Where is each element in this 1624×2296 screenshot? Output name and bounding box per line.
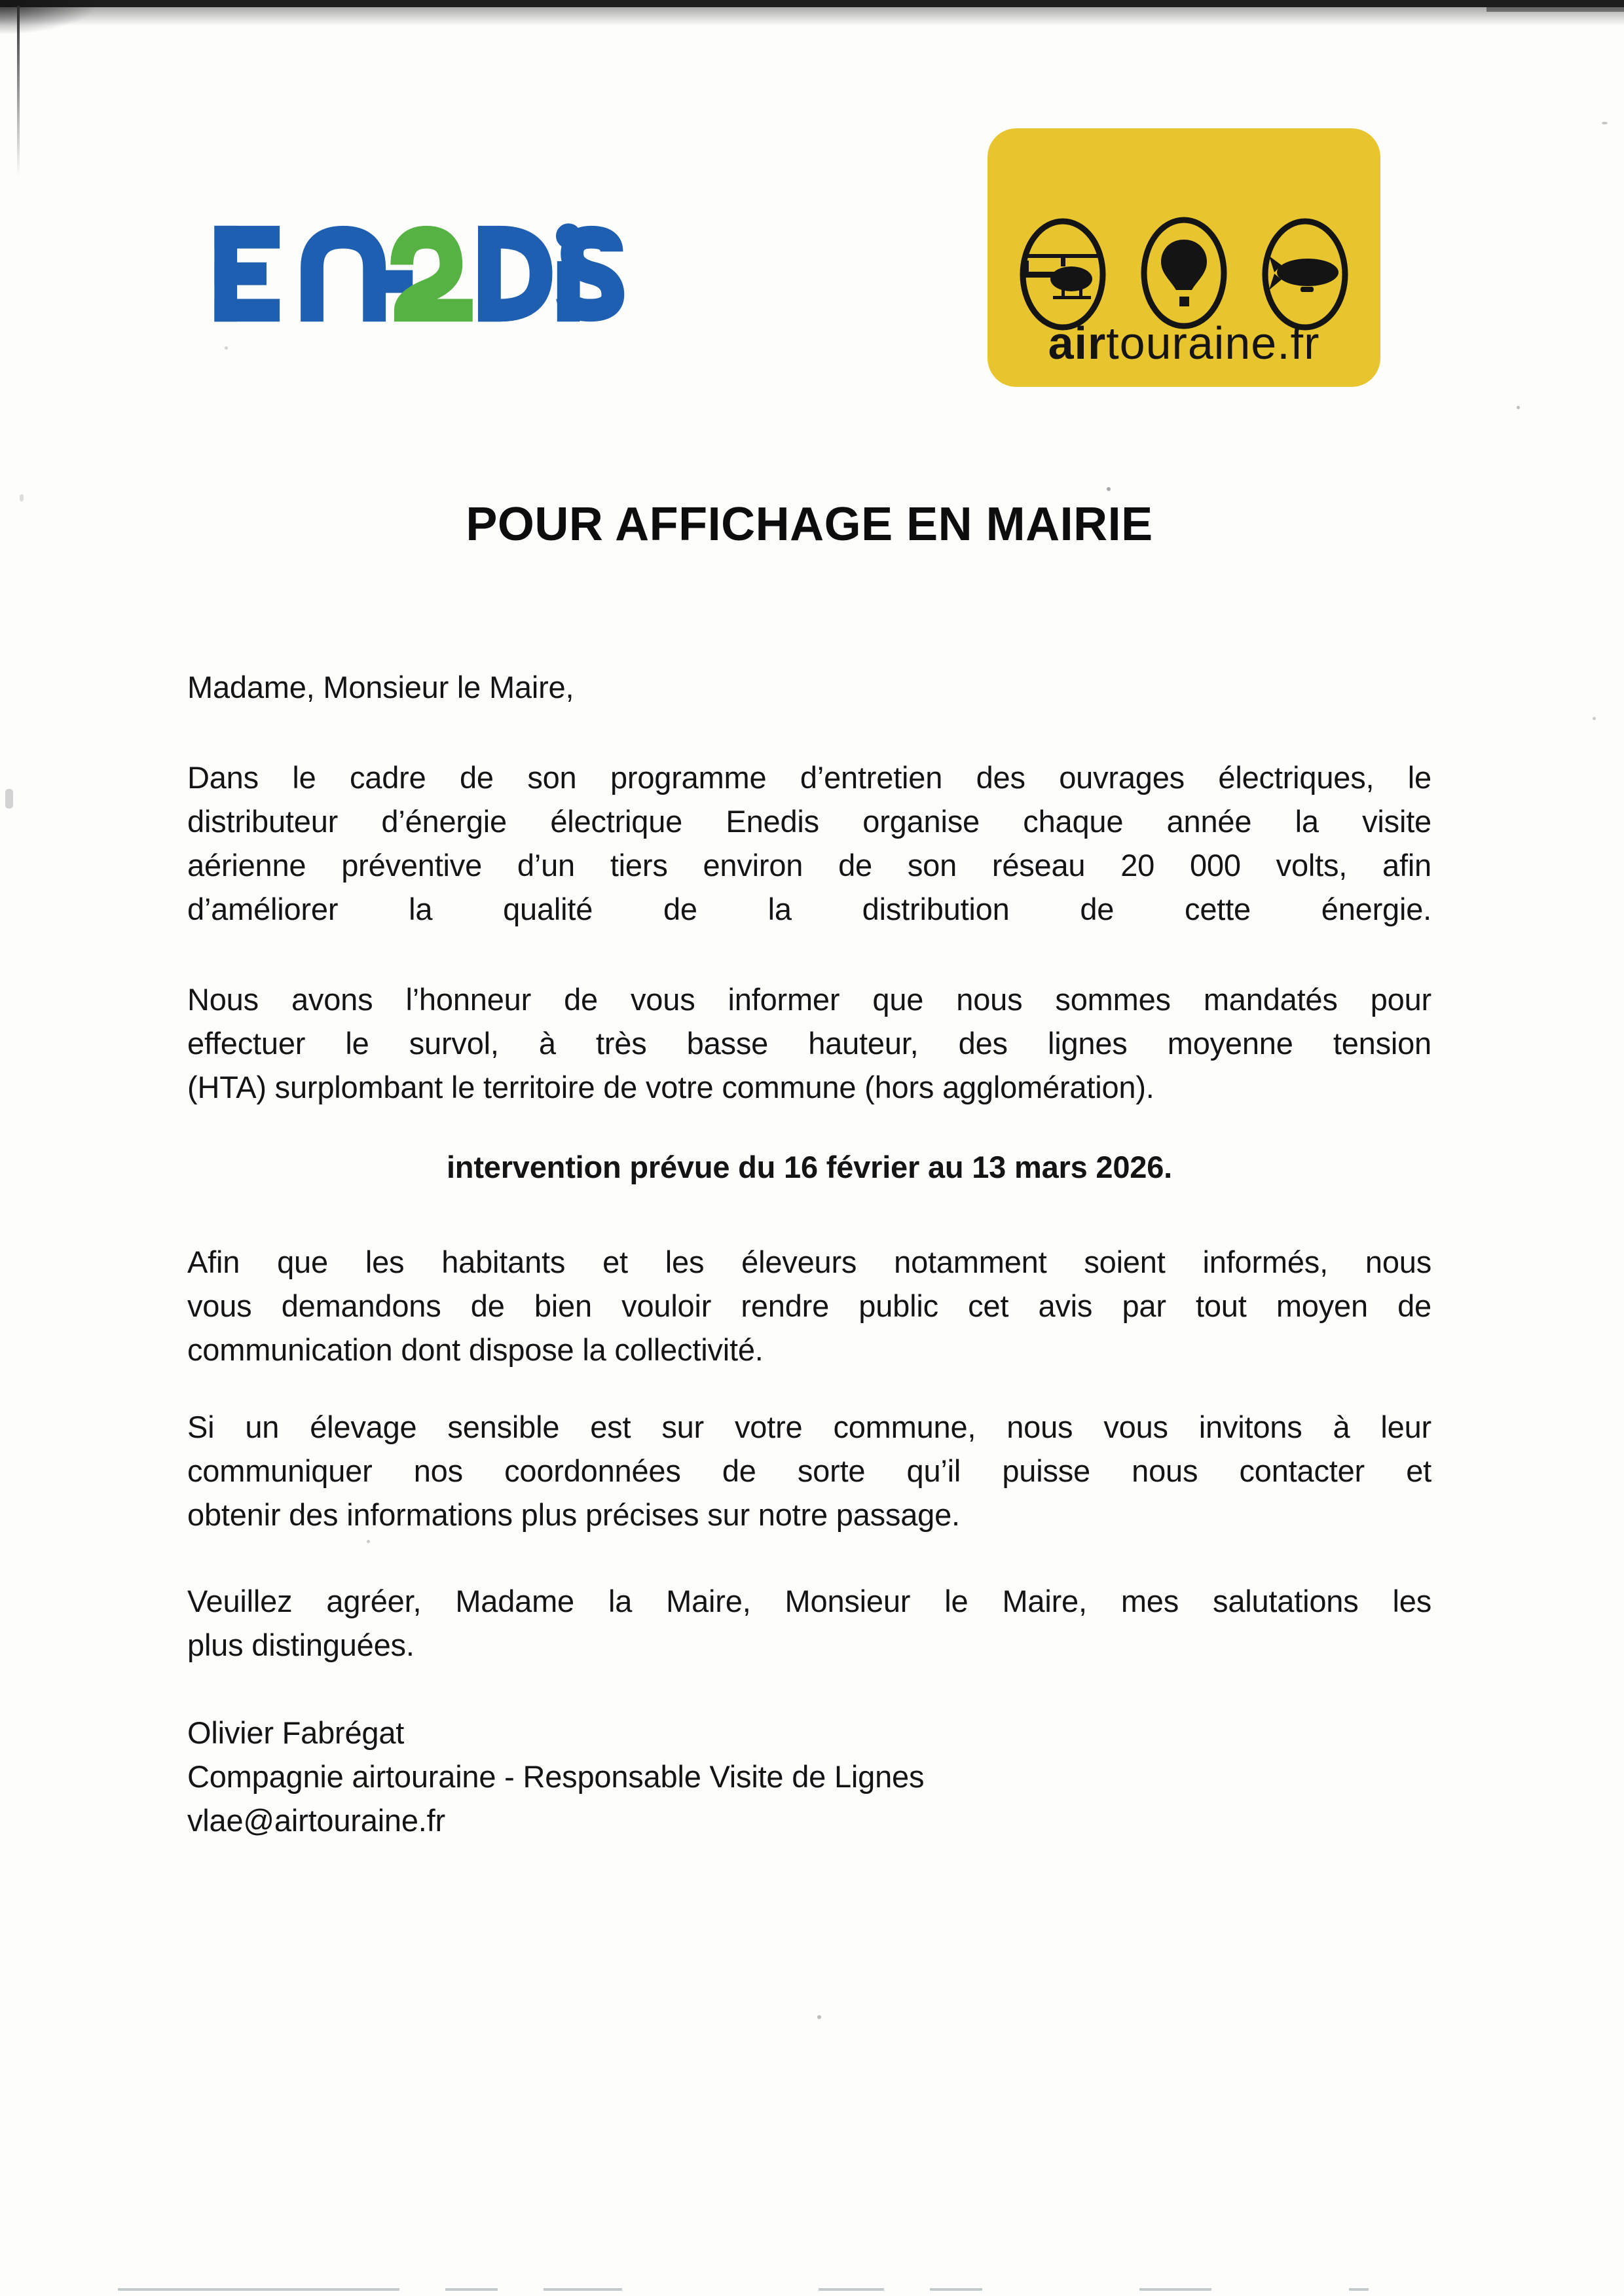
paragraph-2-line: (HTA) surplombant le territoire de votre commune (hors agglomération). (187, 1070, 1154, 1104)
paragraph-1-line: Dans le cadre de son programme d’entretien des ouvrages électriques, le (187, 760, 1431, 795)
paragraph-3-line: Afin que les habitants et les éleveurs notamment soient informés, nous (187, 1245, 1431, 1279)
scan-speck (1107, 487, 1111, 491)
scan-edge-top (0, 0, 1624, 7)
paragraph-1-line: aérienne préventive d’un tiers environ de son réseau 20 000 volts, afin (187, 848, 1431, 883)
paragraph-4-line: communiquer nos coordonnées de sorte qu’il puisse nous contacter et (187, 1453, 1431, 1488)
salutation: Madame, Monsieur le Maire, (187, 670, 574, 704)
paragraph-2 (187, 977, 1431, 1109)
paragraph-4-line: Si un élevage sensible est sur votre commune, nous vous invitons à leur (187, 1410, 1431, 1444)
airtouraine-domain-tld: .fr (1277, 318, 1320, 369)
signature-name: Olivier Fabrégat (187, 1715, 405, 1750)
scan-speck (1602, 122, 1608, 124)
scan-speck (1517, 406, 1520, 409)
closing-line: plus distinguées. (187, 1628, 415, 1662)
scan-smudge-left-margin (20, 494, 24, 501)
signature-email: vlae@airtouraine.fr (187, 1803, 445, 1838)
closing-block (187, 1579, 1431, 1667)
closing-line: Veuillez agréer, Madame la Maire, Monsieur le Maire, mes salutations les (187, 1584, 1431, 1618)
paragraph-4 (187, 1405, 1431, 1537)
scan-edge-bottom-segment (819, 2288, 884, 2291)
scan-edge-bottom-segment (445, 2288, 498, 2291)
signature-role: Compagnie airtouraine - Responsable Visite de Lignes (187, 1759, 925, 1794)
airtouraine-logo (987, 128, 1380, 387)
paragraph-3-line: communication dont dispose la collectivité. (187, 1332, 764, 1367)
airtouraine-domain-text (1048, 318, 1320, 369)
scan-edge-bottom-segment (1349, 2288, 1369, 2291)
scan-edge-bottom-segment (118, 2288, 399, 2291)
paragraph-3 (187, 1240, 1431, 1372)
paragraph-3-line: vous demandons de bien vouloir rendre public cet avis par tout moyen de (187, 1288, 1431, 1323)
paragraph-1 (187, 756, 1431, 931)
scan-edge-bottom-segment (544, 2288, 622, 2291)
salutation-block (187, 665, 1431, 709)
paragraph-2-line: effectuer le survol, à très basse hauteur, des lignes moyenne tension (187, 1026, 1431, 1061)
scan-edge-top-shadow (0, 7, 1624, 26)
enedis-i-dot (556, 223, 581, 248)
scan-smudge-left-margin (5, 789, 13, 809)
page-title: POUR AFFICHAGE EN MAIRIE (466, 498, 1153, 551)
enedis-logo-svg (202, 211, 627, 338)
scan-corner-top-left (0, 0, 98, 34)
scan-speck (225, 346, 228, 350)
airtouraine-domain-rest: touraine (1106, 318, 1278, 369)
scan-speck (817, 2015, 821, 2019)
paragraph-4-line: obtenir des informations plus précises sur notre passage. (187, 1497, 960, 1532)
paragraph-1-line: d’améliorer la qualité de la distribution de cette énergie. (187, 892, 1431, 926)
signature-block (187, 1711, 1431, 1842)
airtouraine-domain-bold: air (1048, 318, 1107, 369)
paragraph-1-line: distributeur d’énergie électrique Enedis organise chaque année la visite (187, 804, 1431, 839)
scan-speck (1593, 717, 1596, 720)
airtouraine-logo-svg (987, 128, 1380, 387)
scan-edge-left-line (17, 6, 20, 176)
paragraph-2-line: Nous avons l’honneur de vous informer que nous sommes mandatés pour (187, 982, 1431, 1017)
scan-edge-top-right (1486, 7, 1624, 12)
intervention-date-block (187, 1145, 1431, 1189)
intervention-date-line: intervention prévue du 16 février au 13 mars 2026. (446, 1150, 1173, 1184)
scan-edge-bottom-segment (930, 2288, 982, 2291)
enedis-logo (202, 211, 627, 338)
scan-speck (367, 1540, 370, 1543)
scan-edge-bottom-segment (1139, 2288, 1211, 2291)
